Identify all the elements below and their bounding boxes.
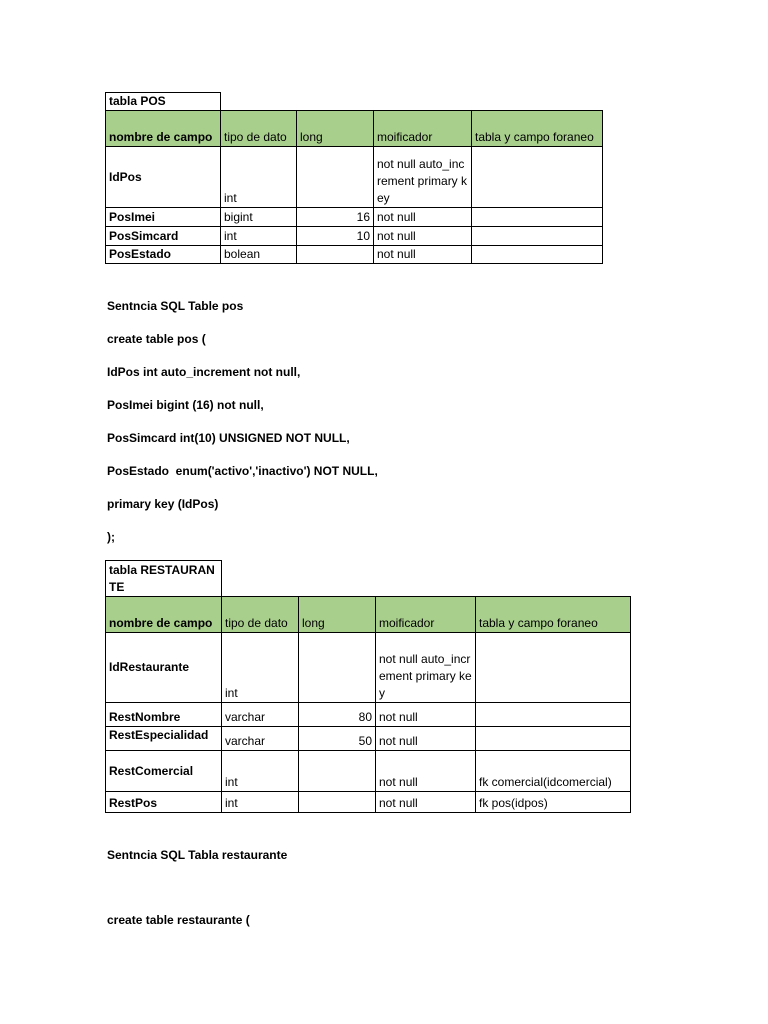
field-type: bolean bbox=[221, 246, 297, 264]
field-foreign bbox=[472, 246, 603, 264]
table-row bbox=[106, 147, 603, 208]
field-long bbox=[299, 751, 376, 792]
field-modifier: not null bbox=[376, 703, 476, 727]
field-foreign: fk pos(idpos) bbox=[476, 792, 631, 813]
field-long bbox=[299, 792, 376, 813]
field-type: int bbox=[221, 147, 297, 208]
field-modifier: not null bbox=[376, 792, 476, 813]
field-modifier: not null bbox=[374, 227, 472, 246]
header-long: long bbox=[299, 597, 376, 633]
table-row bbox=[106, 751, 631, 792]
header-tipo-de-dato: tipo de dato bbox=[221, 111, 297, 147]
field-type: bigint bbox=[221, 208, 297, 227]
table-row bbox=[106, 633, 631, 703]
pos-table-header-row bbox=[106, 111, 603, 147]
table-row bbox=[106, 208, 603, 227]
field-type: int bbox=[222, 792, 299, 813]
field-name: PosEstado bbox=[106, 246, 221, 264]
field-long: 80 bbox=[299, 703, 376, 727]
field-name: RestEspecialidad bbox=[106, 727, 222, 751]
table-row bbox=[106, 246, 603, 264]
pos-sql-heading: Sentncia SQL Table pos bbox=[107, 299, 244, 313]
field-foreign bbox=[472, 208, 603, 227]
pos-table-title: tabla POS bbox=[106, 93, 221, 111]
field-modifier: not null bbox=[376, 751, 476, 792]
pos-table-title-row bbox=[106, 93, 603, 111]
header-nombre-de-campo: nombre de campo bbox=[106, 597, 222, 633]
pos-table bbox=[105, 92, 603, 264]
field-long bbox=[297, 147, 374, 208]
field-type: varchar bbox=[222, 703, 299, 727]
sql-line: IdPos int auto_increment not null, bbox=[107, 365, 301, 379]
sql-line: PosEstado enum('activo','inactivo') NOT NULL, bbox=[107, 464, 378, 478]
header-tipo-de-dato: tipo de dato bbox=[222, 597, 299, 633]
field-modifier: not null auto_increment primary key bbox=[376, 633, 476, 703]
sql-line: PosImei bigint (16) not null, bbox=[107, 398, 264, 412]
field-foreign bbox=[476, 633, 631, 703]
field-name: RestNombre bbox=[106, 703, 222, 727]
field-long: 16 bbox=[297, 208, 374, 227]
restaurante-table-title-row bbox=[106, 561, 631, 597]
field-type: int bbox=[221, 227, 297, 246]
field-modifier: not null bbox=[374, 208, 472, 227]
field-type: int bbox=[222, 633, 299, 703]
field-modifier: not null auto_increment primary key bbox=[374, 147, 472, 208]
field-type: int bbox=[222, 751, 299, 792]
field-long: 10 bbox=[297, 227, 374, 246]
table-row bbox=[106, 703, 631, 727]
field-foreign bbox=[476, 727, 631, 751]
header-modificador: moificador bbox=[376, 597, 476, 633]
field-long bbox=[297, 246, 374, 264]
field-long: 50 bbox=[299, 727, 376, 751]
restaurante-sql-heading: Sentncia SQL Tabla restaurante bbox=[107, 848, 288, 862]
field-foreign bbox=[472, 227, 603, 246]
header-long: long bbox=[297, 111, 374, 147]
field-type: varchar bbox=[222, 727, 299, 751]
sql-line: ); bbox=[107, 530, 115, 544]
table-row bbox=[106, 727, 631, 751]
field-name: IdPos bbox=[106, 147, 221, 208]
restaurante-table-header-row bbox=[106, 597, 631, 633]
header-nombre-de-campo: nombre de campo bbox=[106, 111, 221, 147]
sql-line: primary key (IdPos) bbox=[107, 497, 219, 511]
field-modifier: not null bbox=[376, 727, 476, 751]
field-name: RestComercial bbox=[106, 751, 222, 792]
field-name: PosImei bbox=[106, 208, 221, 227]
field-foreign bbox=[472, 147, 603, 208]
field-name: RestPos bbox=[106, 792, 222, 813]
sql-line: PosSimcard int(10) UNSIGNED NOT NULL, bbox=[107, 431, 350, 445]
header-tabla-y-campo-foraneo: tabla y campo foraneo bbox=[476, 597, 631, 633]
field-long bbox=[299, 633, 376, 703]
field-name: IdRestaurante bbox=[106, 633, 222, 703]
restaurante-table-title: tabla RESTAURANTE bbox=[106, 561, 222, 597]
sql-line: create table restaurante ( bbox=[107, 913, 250, 927]
field-name: PosSimcard bbox=[106, 227, 221, 246]
header-tabla-y-campo-foraneo: tabla y campo foraneo bbox=[472, 111, 603, 147]
field-foreign bbox=[476, 703, 631, 727]
field-modifier: not null bbox=[374, 246, 472, 264]
table-row bbox=[106, 227, 603, 246]
field-foreign: fk comercial(idcomercial) bbox=[476, 751, 631, 792]
sql-line: create table pos ( bbox=[107, 332, 206, 346]
table-row bbox=[106, 792, 631, 813]
restaurante-table bbox=[105, 560, 631, 813]
header-modificador: moificador bbox=[374, 111, 472, 147]
